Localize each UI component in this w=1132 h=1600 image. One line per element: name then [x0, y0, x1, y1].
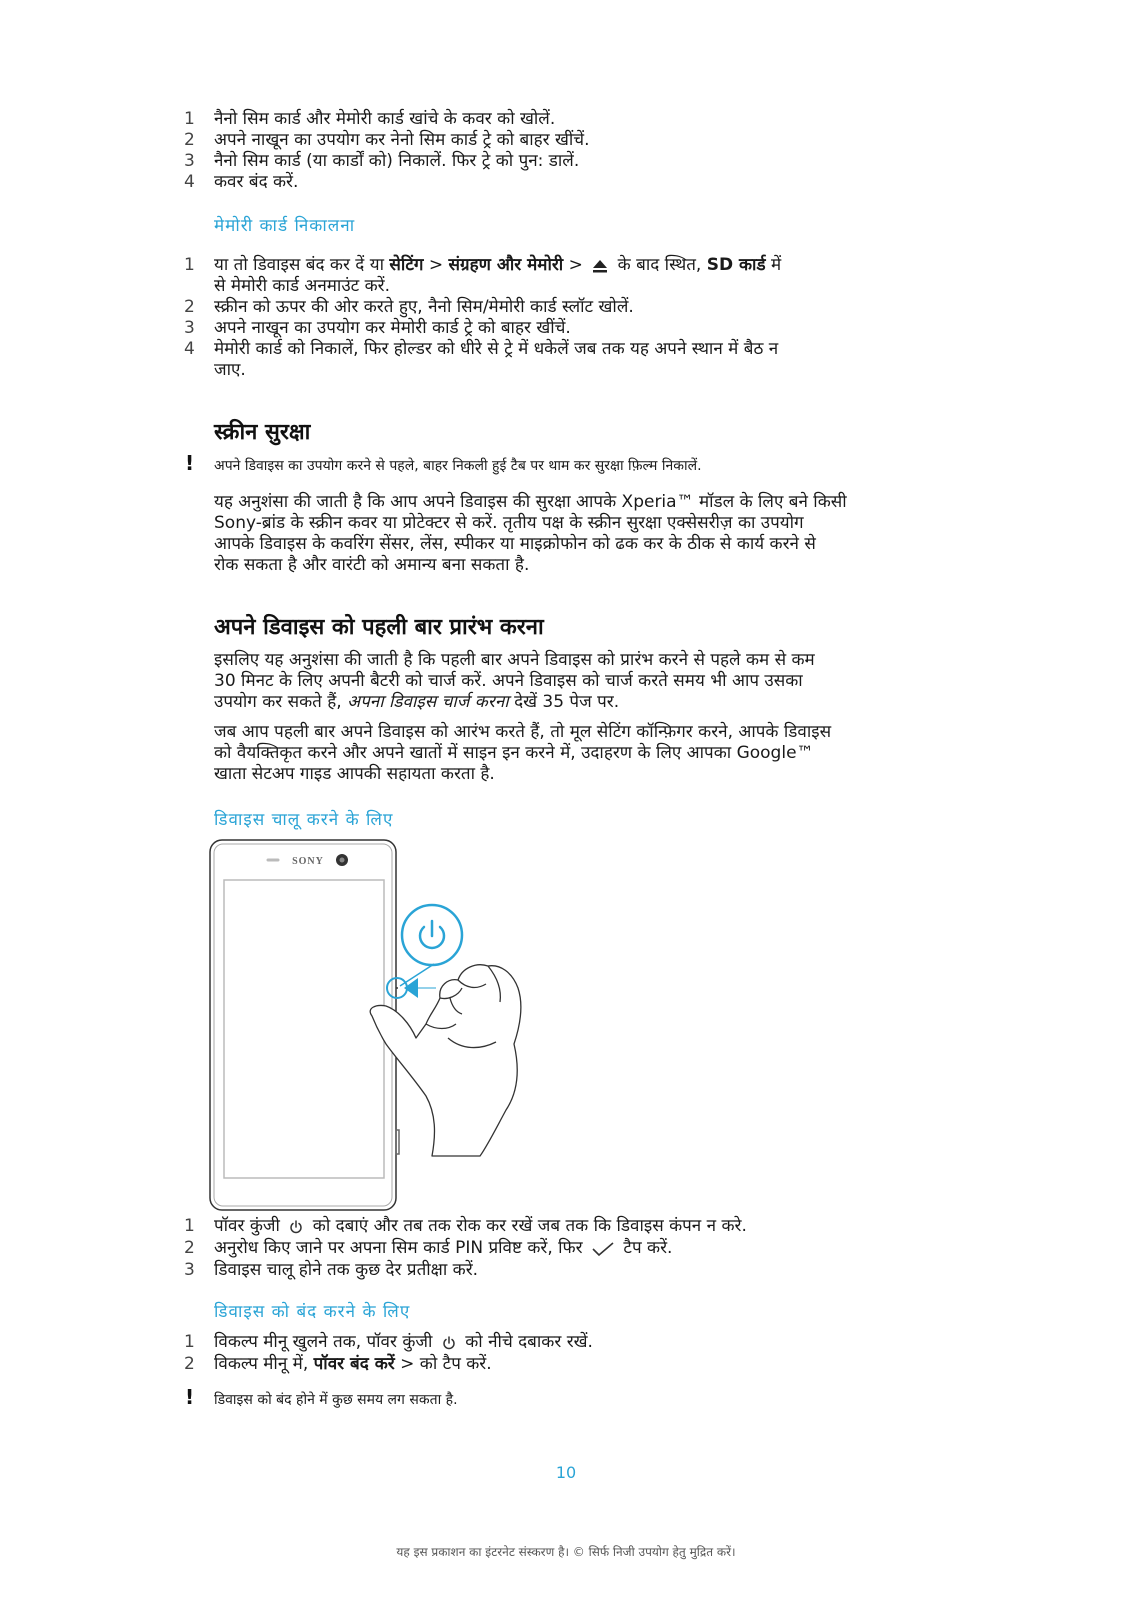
sim-step-4: कवर बंद करें.	[214, 172, 299, 192]
separator: >	[428, 255, 444, 275]
memory-step-1-line2: से मेमोरी कार्ड अनमाउंट करें.	[214, 276, 391, 296]
step-number: 3	[184, 151, 195, 171]
memory-step-1-text: या तो डिवाइस बंद कर दें या	[214, 255, 385, 275]
turn-on-heading: डिवाइस चालू करने के लिए	[214, 810, 394, 830]
step-number: 1	[184, 109, 195, 129]
phone-brand-logo: SONY	[292, 856, 324, 867]
turn-off-heading: डिवाइस को बंद करने के लिए	[214, 1302, 411, 1322]
memory-step-4: मेमोरी कार्ड को निकालें, फिर होल्डर को धीरे से ट्रे में धकेलें जब तक यह अपने स्थान में बैठ न	[214, 339, 779, 359]
press-arrow	[404, 978, 418, 998]
paragraph-line: को वैयक्तिकृत करने और अपने खातों में साइन इन करने में, उदाहरण के लिए आपका Google™	[214, 743, 814, 763]
power-off-label: पॉवर बंद करें	[313, 1354, 395, 1374]
memory-card-heading: मेमोरी कार्ड निकालना	[214, 216, 356, 236]
sd-card-label: SD कार्ड	[706, 255, 766, 275]
hand-illustration	[370, 965, 521, 1156]
phone-power-illustration	[200, 838, 580, 1214]
paragraph-line	[214, 692, 934, 713]
first-start-paragraph-1	[214, 650, 934, 713]
separator: >	[568, 255, 583, 275]
turn-off-note: डिवाइस को बंद होने में कुछ समय लग सकता है.	[214, 1392, 458, 1408]
step-text: टैप करें.	[623, 1238, 673, 1258]
memory-step-3: अपने नाखून का उपयोग कर मेमोरी कार्ड ट्रे को बाहर खींचें.	[214, 318, 571, 338]
step-number: 2	[184, 1354, 195, 1374]
step-number: 4	[184, 172, 195, 192]
power-key-icon	[289, 1219, 303, 1240]
paragraph-line: इसलिए यह अनुशंसा की जाती है कि पहली बार अपने डिवाइस को प्रारंभ करने से पहले कम से कम	[214, 650, 815, 670]
checkmark-icon	[592, 1241, 614, 1262]
paragraph-line: यह अनुशंसा की जाती है कि आप अपने डिवाइस की सुरक्षा आपके Xperia™ मॉडल के लिए बने किसी	[214, 492, 847, 512]
footer-text: यह इस प्रकाशन का इंटरनेट संस्करण है। © सिर्फ निजी उपयोग हेतु मुद्रित करें।	[396, 1545, 736, 1559]
turn-on-step-1	[214, 1216, 747, 1240]
warning-icon: !	[185, 1385, 195, 1409]
charge-device-link[interactable]: अपना डिवाइस चार्ज करना	[347, 692, 509, 712]
step-text: को नीचे दबाकर रखें.	[465, 1332, 593, 1352]
turn-on-step-3: डिवाइस चालू होने तक कुछ देर प्रतीक्षा करें.	[214, 1260, 479, 1280]
turn-off-step-1	[214, 1332, 593, 1356]
paragraph-line: जब आप पहली बार अपने डिवाइस को आरंभ करते हैं, तो मूल सेटिंग कॉन्फ़िगर करने, आपके डिवाइस	[214, 722, 832, 742]
step-text: > को टैप करें.	[400, 1354, 492, 1374]
paragraph-text: देखें 35 पेज पर.	[514, 692, 620, 712]
sim-step-2: अपने नाखून का उपयोग कर नेनो सिम कार्ड ट्रे को बाहर खींचें.	[214, 130, 590, 150]
settings-label: सेटिंग	[389, 255, 424, 275]
step-number: 2	[184, 297, 195, 317]
phone-camera-lens	[340, 858, 345, 863]
storage-memory-label: संग्रहण और मेमोरी	[448, 255, 564, 275]
screen-protection-paragraph	[214, 492, 934, 576]
screen-protection-title: स्क्रीन सुरक्षा	[214, 420, 311, 445]
paragraph-line: खाता सेटअप गाइड आपकी सहायता करता है.	[214, 764, 495, 784]
turn-off-step-2	[214, 1354, 492, 1375]
memory-step-2: स्क्रीन को ऊपर की ओर करते हुए, नैनो सिम/मेमोरी कार्ड स्लॉट खोलें.	[214, 297, 634, 317]
paragraph-line: 30 मिनट के लिए अपनी बैटरी को चार्ज करें. अपने डिवाइस को चार्ज करते समय भी आप उसका	[214, 671, 803, 691]
step-text: पॉवर कुंजी	[214, 1216, 280, 1236]
step-text: को दबाएं और तब तक रोक कर रखें जब तक कि डिवाइस कंपन न करे.	[312, 1216, 747, 1236]
memory-step-1-post: के बाद स्थित,	[617, 255, 702, 275]
step-number: 2	[184, 130, 195, 150]
sim-step-1: नैनो सिम कार्ड और मेमोरी कार्ड खांचे के कवर को खोलें.	[214, 109, 556, 129]
eject-icon	[592, 258, 608, 279]
step-number: 2	[184, 1238, 195, 1258]
step-text: अनुरोध किए जाने पर अपना सिम कार्ड PIN प्रविष्ट करें, फिर	[214, 1238, 583, 1258]
first-start-title: अपने डिवाइस को पहली बार प्रारंभ करना	[214, 615, 544, 640]
first-start-paragraph-2	[214, 722, 934, 785]
turn-on-step-2	[214, 1238, 672, 1262]
paragraph-line: Sony-ब्रांड के स्क्रीन कवर या प्रोटेक्टर से करें. तृतीय पक्ष के स्क्रीन सुरक्षा एक्सेसरीज़ का उपयोग	[214, 513, 804, 533]
step-number: 1	[184, 255, 195, 275]
memory-step-4-line2: जाए.	[214, 360, 246, 380]
power-key-icon	[442, 1335, 456, 1356]
page-number: 10	[555, 1463, 577, 1482]
warning-icon: !	[185, 451, 195, 475]
step-number: 3	[184, 318, 195, 338]
power-icon	[420, 921, 444, 948]
step-number: 1	[184, 1216, 195, 1236]
step-number: 1	[184, 1332, 195, 1352]
step-number: 4	[184, 339, 195, 359]
paragraph-line: आपके डिवाइस के कवरिंग सेंसर, लेंस, स्पीकर या माइक्रोफोन को ढक कर के ठीक से कार्य करने से	[214, 534, 816, 554]
step-text: विकल्प मीनू खुलने तक, पॉवर कुंजी	[214, 1332, 433, 1352]
paragraph-line: रोक सकता है और वारंटी को अमान्य बना सकता है.	[214, 555, 530, 575]
phone-outline	[210, 840, 399, 1210]
paragraph-text: उपयोग कर सकते हैं,	[214, 692, 342, 712]
sim-step-3: नैनो सिम कार्ड (या कार्डों को) निकालें. फिर ट्रे को पुन: डालें.	[214, 151, 580, 171]
step-text: विकल्प मीनू में,	[214, 1354, 309, 1374]
step-number: 3	[184, 1260, 195, 1280]
memory-step-1-post2: में	[770, 255, 782, 275]
screen-protection-note: अपने डिवाइस का उपयोग करने से पहले, बाहर निकली हुई टैब पर थाम कर सुरक्षा फ़िल्म निकालें.	[214, 458, 702, 474]
